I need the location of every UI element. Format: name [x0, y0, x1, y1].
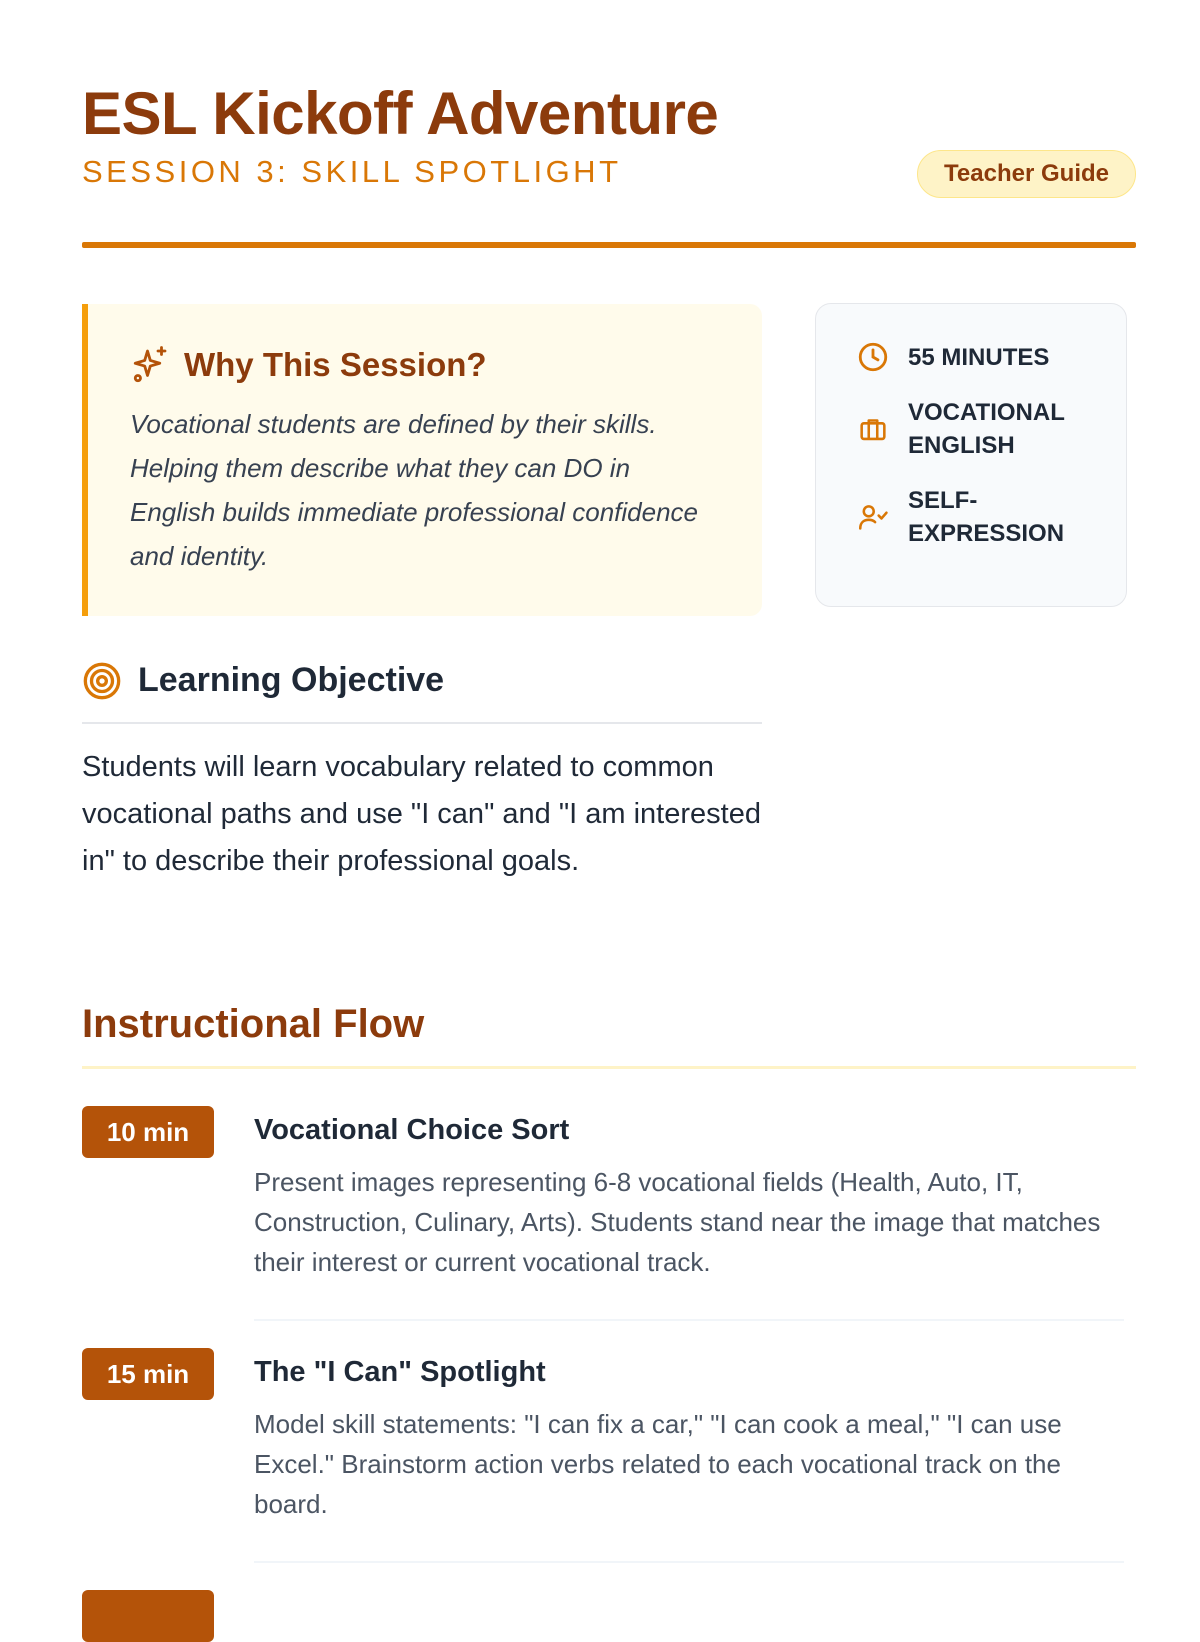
step-title: Vocational Choice Sort	[254, 1114, 570, 1146]
meta-focus-label: SELF-EXPRESSION	[908, 487, 1065, 547]
step-divider	[254, 1561, 1124, 1563]
step-divider	[254, 1319, 1124, 1321]
page-header	[82, 78, 1136, 192]
session-subtitle: SESSION 3: SKILL SPOTLIGHT	[82, 154, 622, 189]
target-icon	[82, 661, 122, 701]
meta-track-label: VOCATIONAL ENGLISH	[908, 399, 1065, 459]
sparkles-icon	[130, 344, 172, 386]
step-description: Model skill statements: "I can fix a car," "I can cook a meal," "I can use Excel." Brainstorm action verbs related to each vocational track on the board.	[254, 1409, 1062, 1519]
clock-icon	[856, 340, 890, 374]
instructional-flow-title: Instructional Flow	[82, 996, 1136, 1069]
briefcase-icon	[856, 412, 890, 446]
step-title: The "I Can" Spotlight	[254, 1356, 546, 1388]
page-title: ESL Kickoff Adventure	[82, 80, 719, 147]
header-divider	[82, 242, 1136, 248]
meta-focus	[856, 484, 1126, 550]
meta-duration-label: 55 MINUTES	[908, 343, 1050, 371]
learning-objective-title: Learning Objective	[138, 661, 445, 699]
step-description: Present images representing 6-8 vocational fields (Health, Auto, IT, Construction, Culinary, Arts). Students stand near the image that matches their interest or current vocational track.	[254, 1167, 1101, 1277]
session-meta-card	[815, 303, 1127, 607]
user-check-icon	[856, 500, 890, 534]
step-duration-badge-partial	[82, 1590, 214, 1642]
meta-track	[856, 396, 1126, 462]
learning-objective-text: Students will learn vocabulary related to common vocational paths and use "I can" and "I am interested in" to describe their professional goals.	[82, 751, 761, 877]
teacher-guide-badge: Teacher Guide	[917, 150, 1136, 198]
step-duration-badge: 15 min	[82, 1348, 214, 1400]
step-duration-badge: 10 min	[82, 1106, 214, 1158]
why-session-text: Vocational students are defined by their skills. Helping them describe what they can DO in English builds immediate professional confidence and identity.	[130, 409, 698, 571]
learning-objective-header	[82, 658, 762, 724]
why-session-title: Why This Session?	[184, 346, 487, 383]
why-session-callout	[82, 304, 762, 616]
meta-duration	[856, 340, 1126, 374]
